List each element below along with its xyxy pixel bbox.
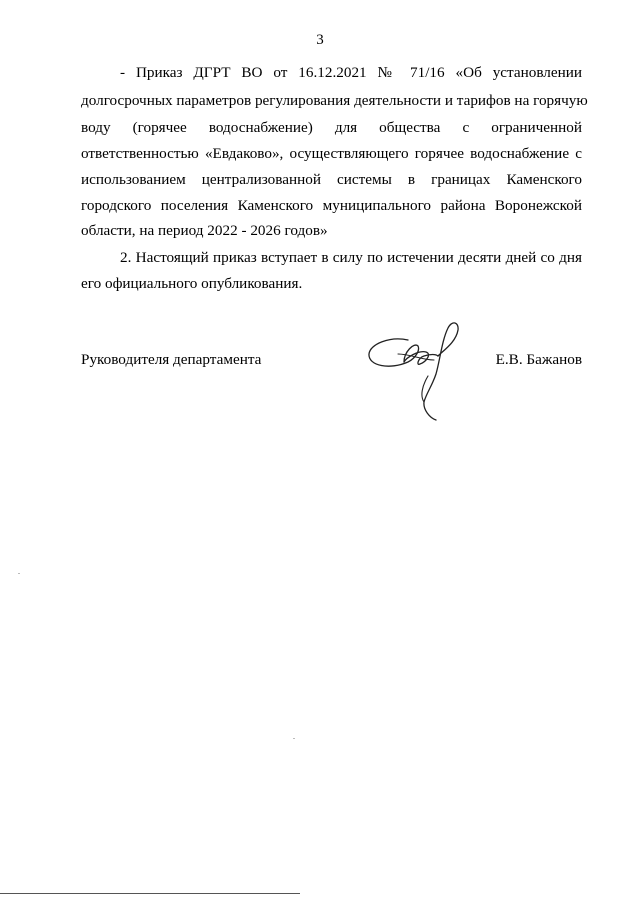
scan-edge-line (0, 893, 300, 894)
scan-speck (293, 738, 295, 739)
paragraph-line: его официального опубликования. (81, 275, 303, 292)
signer-name: Е.В. Бажанов (495, 351, 582, 368)
paragraph-line: долгосрочных параметров регулирования деятельности и тарифов на горячую (81, 92, 588, 109)
handwritten-signature (360, 314, 480, 426)
signer-position: Руководителя департамента (81, 351, 262, 368)
paragraph-line: области, на период 2022 - 2026 годов» (81, 222, 328, 239)
paragraph-line: 2. Настоящий приказ вступает в силу по истечении десяти дней со дня (120, 249, 582, 266)
page-number: 3 (316, 32, 324, 48)
paragraph-line: - Приказ ДГРТ ВО от 16.12.2021 № 71/16 «Об установлении (120, 64, 582, 81)
paragraph-line: воду (горячее водоснабжение) для общества с ограниченной (81, 119, 582, 136)
paragraph-line: городского поселения Каменского муниципального района Воронежской (81, 197, 582, 214)
paragraph-line: ответственностью «Евдаково», осуществляющего горячее водоснабжение с (81, 145, 582, 162)
paragraph-line: использованием централизованной системы в границах Каменского (81, 171, 582, 188)
scan-speck (18, 573, 20, 574)
